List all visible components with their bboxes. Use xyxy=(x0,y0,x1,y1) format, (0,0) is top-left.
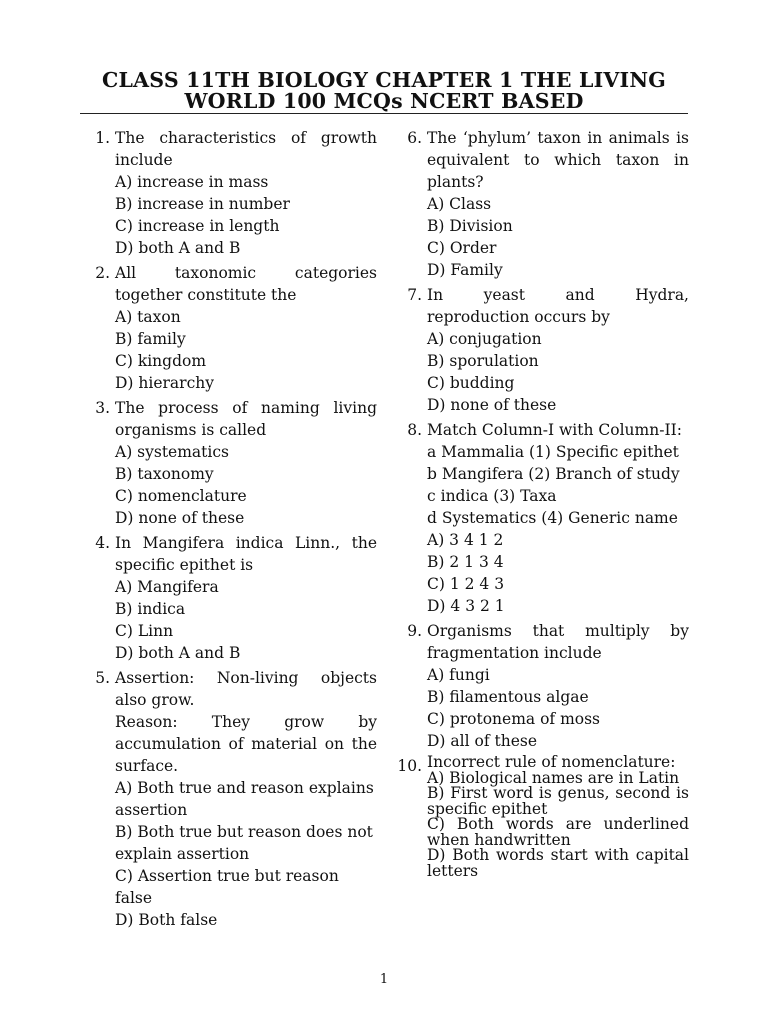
question-number: 4. xyxy=(95,534,110,552)
answer-option: A) conjugation xyxy=(427,330,542,348)
question-number: 6. xyxy=(407,129,422,147)
answer-option: A) Class xyxy=(427,195,492,213)
question-stem: In yeast and Hydra, reproduction occurs by xyxy=(427,286,689,326)
question-2 xyxy=(95,262,377,394)
question-1 xyxy=(95,127,377,259)
answer-option: B) First word is genus, second is specific epithet xyxy=(427,784,689,818)
question-stem: Organisms that multiply by fragmentation include xyxy=(427,622,689,662)
answer-option: B) Both true but reason does not explain assertion xyxy=(115,823,373,863)
answer-option: C) Linn xyxy=(115,622,174,640)
answer-option: A) taxon xyxy=(115,308,181,326)
answer-option: A) increase in mass xyxy=(115,173,269,191)
question-stem: Match Column-I with Column-II: xyxy=(427,421,682,439)
answer-option: D) Both words start with capital letters xyxy=(427,846,689,880)
answer-option: A) Both true and reason explains assertion xyxy=(115,779,374,819)
answer-option: C) kingdom xyxy=(115,352,207,370)
question-number: 9. xyxy=(407,622,422,640)
document-title xyxy=(80,70,688,112)
answer-option: B) sporulation xyxy=(427,352,539,370)
answer-option: A) Mangifera xyxy=(115,578,219,596)
answer-option: D) none of these xyxy=(115,509,245,527)
answer-option: C) Both words are underlined when handwritten xyxy=(427,815,689,849)
question-stem: The characteristics of growth include xyxy=(115,129,377,169)
answer-option: B) indica xyxy=(115,600,186,618)
answer-option: D) both A and B xyxy=(115,239,241,257)
answer-option: C) 1 2 4 3 xyxy=(427,575,505,593)
question-7 xyxy=(407,284,689,416)
answer-option: D) all of these xyxy=(427,732,537,750)
answer-option: C) nomenclature xyxy=(115,487,247,505)
question-3 xyxy=(95,397,377,529)
right-column xyxy=(397,127,689,882)
question-number: 8. xyxy=(407,421,422,439)
answer-option: A) systematics xyxy=(115,443,229,461)
answer-option: B) filamentous algae xyxy=(427,688,589,706)
question-stem: b Mangifera (2) Branch of study xyxy=(427,465,680,483)
question-stem: The process of naming living organisms is called xyxy=(115,399,377,439)
question-number: 5. xyxy=(95,669,110,687)
answer-option: B) family xyxy=(115,330,186,348)
question-10 xyxy=(397,753,689,880)
answer-option: A) fungi xyxy=(427,666,490,684)
answer-option: C) Assertion true but reason false xyxy=(115,867,339,907)
question-stem: Assertion: Non-living objects also grow. xyxy=(115,669,377,709)
question-stem: c indica (3) Taxa xyxy=(427,487,557,505)
question-number: 3. xyxy=(95,399,110,417)
question-stem: The ‘phylum’ taxon in animals is equivalent to which taxon in plants? xyxy=(427,129,689,191)
question-stem: In Mangifera indica Linn., the specific epithet is xyxy=(115,534,377,574)
question-stem: Reason: They grow by accumulation of material on the surface. xyxy=(115,713,377,775)
question-number: 10. xyxy=(397,757,422,775)
question-4 xyxy=(95,532,377,664)
question-stem: All taxonomic categories together constitute the xyxy=(115,264,377,304)
question-6 xyxy=(407,127,689,281)
answer-option: D) 4 3 2 1 xyxy=(427,597,505,615)
answer-option: A) Biological names are in Latin xyxy=(427,768,680,787)
title-line-2: WORLD 100 MCQs NCERT BASED xyxy=(184,89,584,113)
answer-option: D) Both false xyxy=(115,911,218,929)
question-stem: a Mammalia (1) Specific epithet xyxy=(427,443,679,461)
title-rule xyxy=(80,113,688,114)
title-line-1: CLASS 11TH BIOLOGY CHAPTER 1 THE LIVING xyxy=(102,68,666,92)
question-number: 2. xyxy=(95,264,110,282)
left-column xyxy=(95,127,377,934)
answer-option: C) protonema of moss xyxy=(427,710,601,728)
answer-option: B) 2 1 3 4 xyxy=(427,553,504,571)
question-number: 1. xyxy=(95,129,110,147)
answer-option: C) Order xyxy=(427,239,497,257)
question-stem: Incorrect rule of nomenclature: xyxy=(427,753,676,771)
question-5 xyxy=(95,667,377,931)
answer-option: D) hierarchy xyxy=(115,374,214,392)
answer-option: A) 3 4 1 2 xyxy=(427,531,504,549)
question-8 xyxy=(407,419,689,617)
answer-option: D) none of these xyxy=(427,396,557,414)
question-number: 7. xyxy=(407,286,422,304)
answer-option: D) Family xyxy=(427,261,503,279)
answer-option: B) Division xyxy=(427,217,513,235)
answer-option: C) budding xyxy=(427,374,515,392)
answer-option: D) both A and B xyxy=(115,644,241,662)
question-9 xyxy=(407,620,689,752)
answer-option: B) taxonomy xyxy=(115,465,214,483)
question-stem: d Systematics (4) Generic name xyxy=(427,509,678,527)
answer-option: C) increase in length xyxy=(115,217,280,235)
answer-option: B) increase in number xyxy=(115,195,290,213)
page-number: 1 xyxy=(379,972,389,987)
